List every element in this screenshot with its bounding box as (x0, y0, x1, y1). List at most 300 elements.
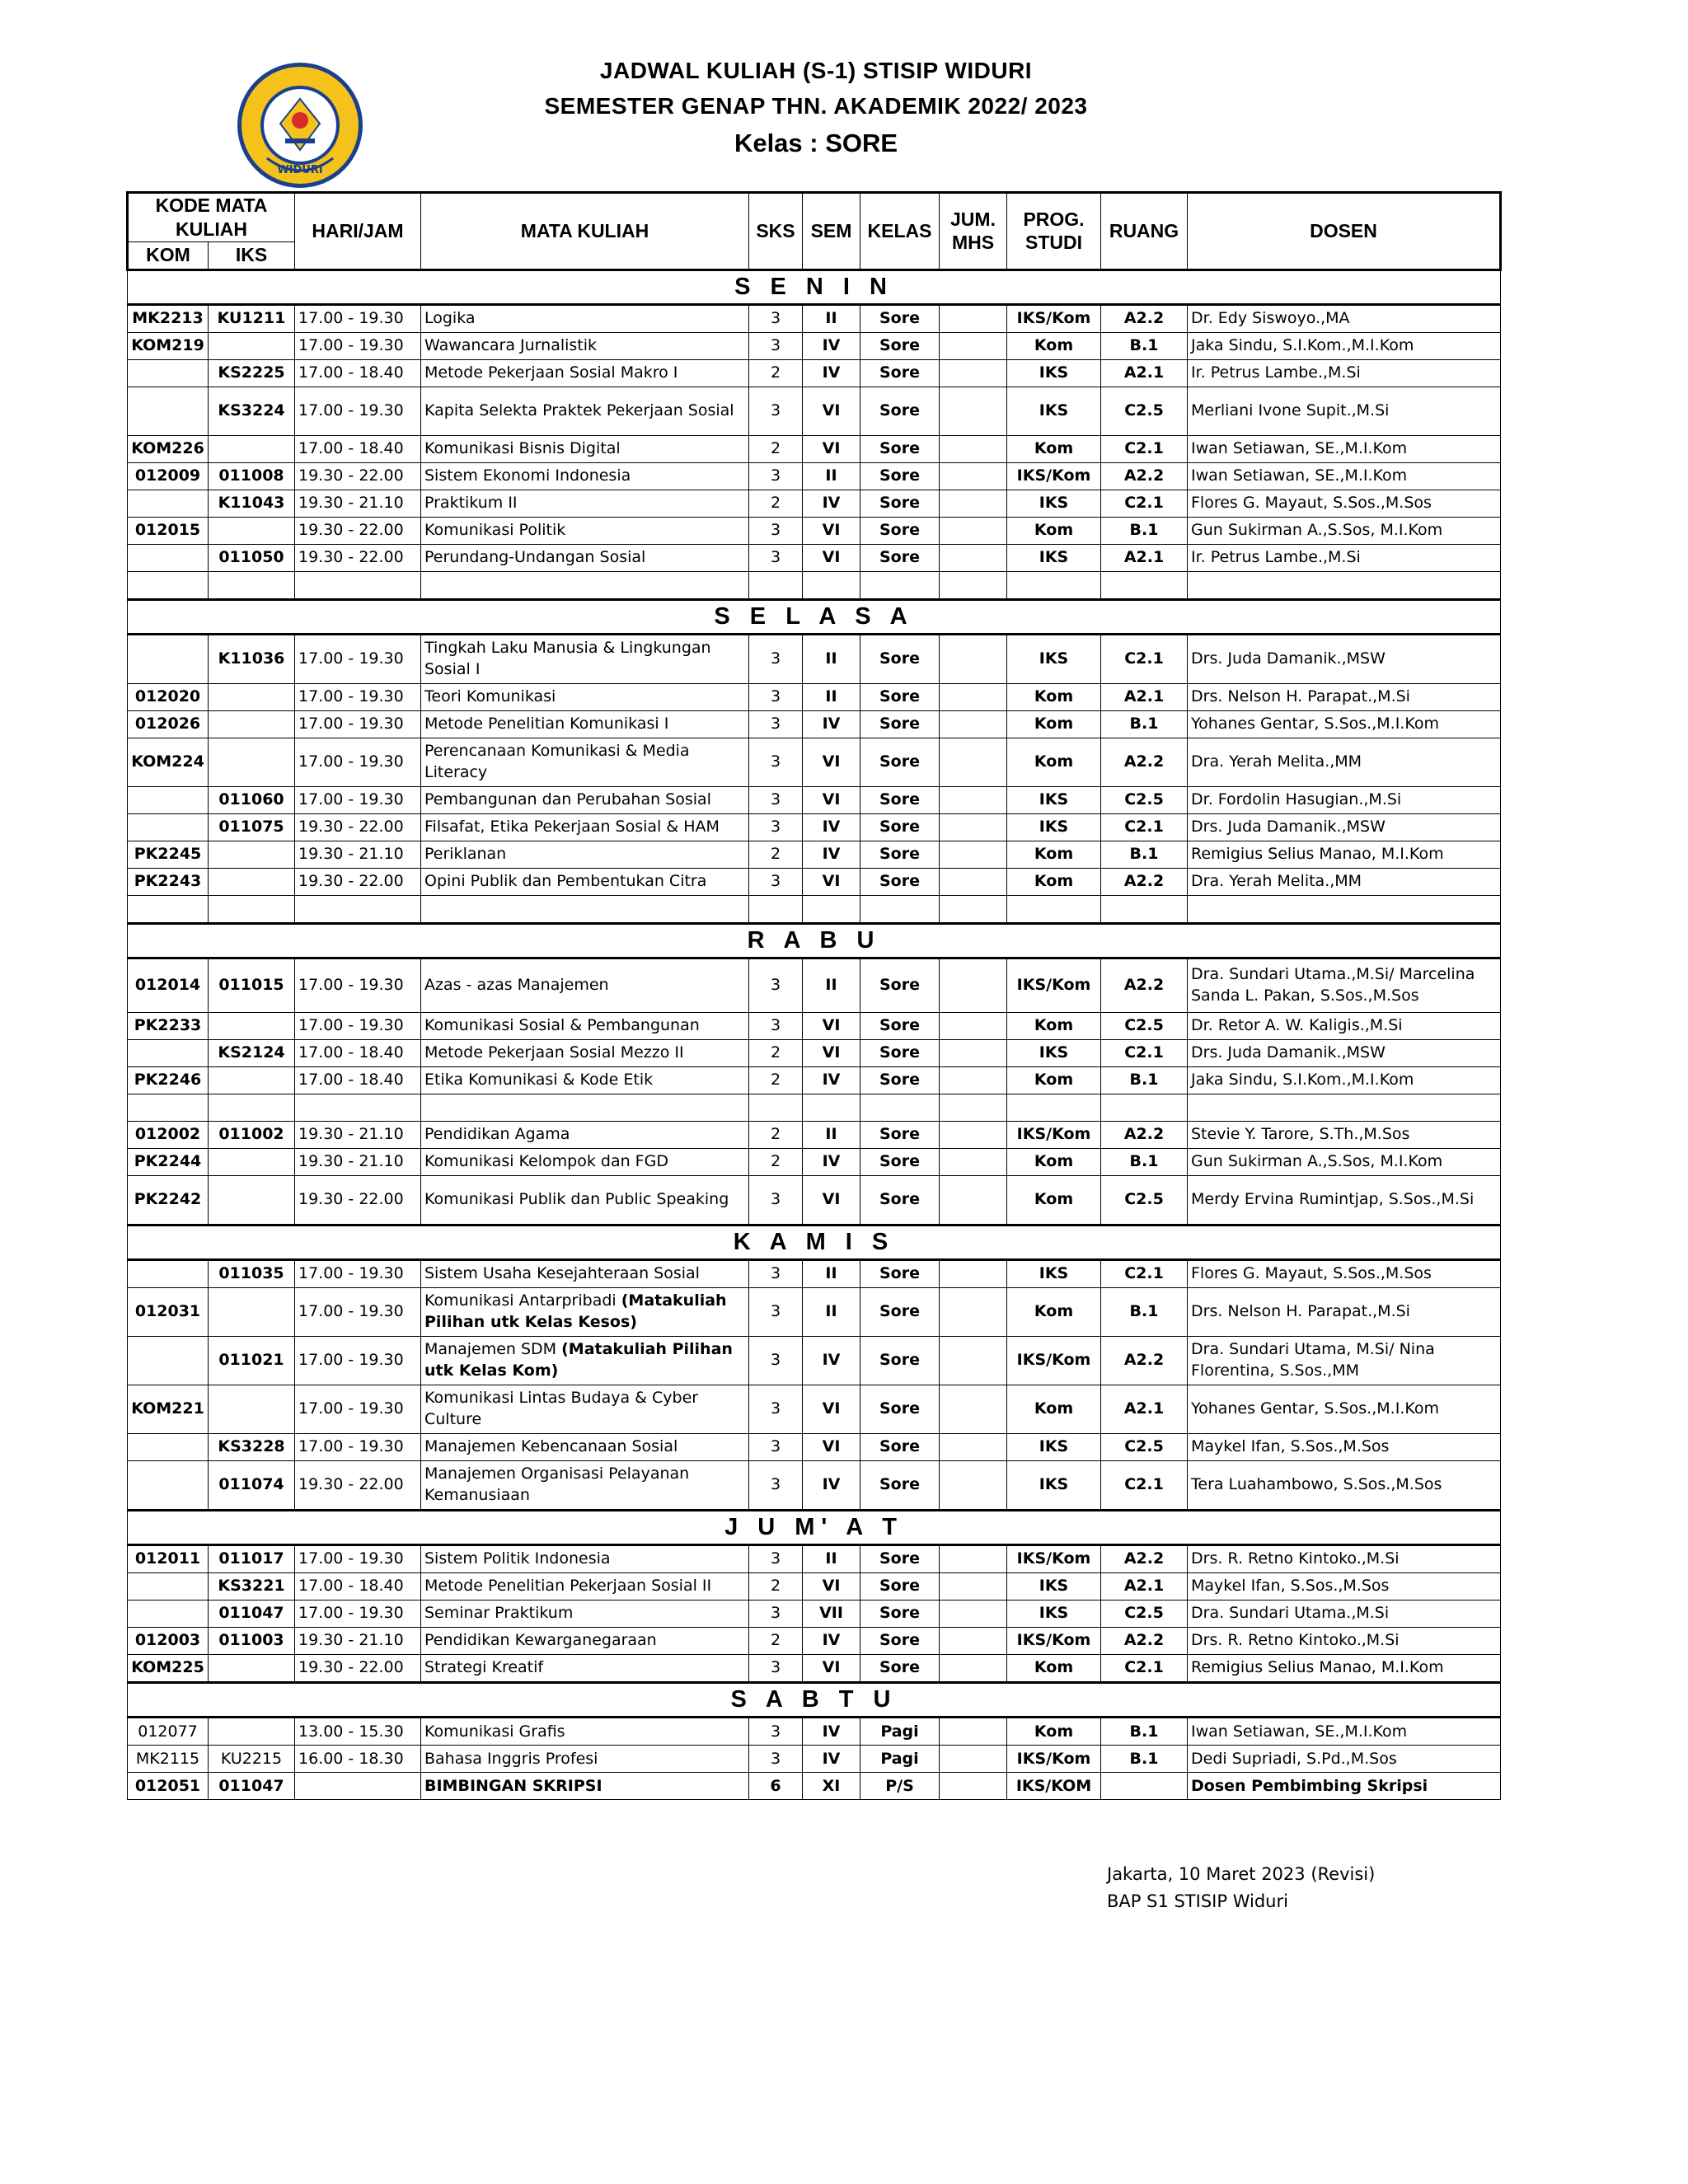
prog-studi-cell: Kom (1007, 738, 1101, 786)
sem-cell: II (803, 462, 860, 490)
code-kom-cell (128, 1573, 209, 1601)
sem-cell: VI (803, 544, 860, 571)
table-row (128, 634, 1501, 683)
mata-kuliah-cell (421, 1094, 749, 1121)
ruang-cell: C2.1 (1101, 490, 1188, 517)
dosen-cell: Dra. Sundari Utama.,M.Si/ Marcelina Sanda L. Pakan, S.Sos.,M.Sos (1188, 958, 1501, 1012)
prog-studi-cell (1007, 1094, 1101, 1121)
ruang-cell: C2.5 (1101, 1434, 1188, 1461)
jum-mhs-cell (940, 435, 1007, 462)
code-kom-cell: 012020 (128, 683, 209, 710)
table-row (128, 958, 1501, 1012)
sem-cell: VII (803, 1601, 860, 1628)
prog-studi-cell: IKS (1007, 1461, 1101, 1511)
dosen-cell: Drs. R. Retno Kintoko.,M.Si (1188, 1628, 1501, 1655)
prog-studi-cell: IKS (1007, 490, 1101, 517)
kelas-cell: Sore (860, 1545, 940, 1573)
dosen-cell: Maykel Ifan, S.Sos.,M.Sos (1188, 1434, 1501, 1461)
mata-kuliah-cell: Bahasa Inggris Profesi (421, 1746, 749, 1773)
sem-cell: VI (803, 1573, 860, 1601)
code-iks-cell (209, 738, 295, 786)
kelas-cell: Sore (860, 359, 940, 387)
header-jum-mhs: JUM. MHS (940, 193, 1007, 270)
mata-kuliah-cell: Strategi Kreatif (421, 1655, 749, 1683)
code-iks-cell (209, 1094, 295, 1121)
code-kom-cell: PK2245 (128, 841, 209, 868)
header-sks: SKS (749, 193, 803, 270)
mata-kuliah-cell: Manajemen Kebencanaan Sosial (421, 1434, 749, 1461)
dosen-cell: Dra. Yerah Melita.,MM (1188, 738, 1501, 786)
sem-cell: VI (803, 387, 860, 435)
hari-jam-cell: 19.30 - 21.10 (295, 841, 421, 868)
code-kom-cell: PK2243 (128, 868, 209, 895)
mata-kuliah-cell: Komunikasi Lintas Budaya & Cyber Culture (421, 1385, 749, 1434)
kelas-cell: Sore (860, 1012, 940, 1039)
hari-jam-cell: 17.00 - 19.30 (295, 1012, 421, 1039)
mata-kuliah-cell: Komunikasi Bisnis Digital (421, 435, 749, 462)
mata-kuliah-cell: Komunikasi Grafis (421, 1718, 749, 1746)
jum-mhs-cell (940, 958, 1007, 1012)
table-row (128, 1039, 1501, 1066)
sem-cell: IV (803, 1461, 860, 1511)
kelas-cell: Sore (860, 1121, 940, 1148)
code-kom-cell: KOM221 (128, 1385, 209, 1434)
hari-jam-cell: 17.00 - 19.30 (295, 710, 421, 738)
mata-kuliah-cell: BIMBINGAN SKRIPSI (421, 1773, 749, 1800)
sem-cell: IV (803, 1148, 860, 1175)
kelas-cell: Sore (860, 868, 940, 895)
kelas-cell: Sore (860, 490, 940, 517)
hari-jam-cell: 17.00 - 19.30 (295, 1545, 421, 1573)
kelas-cell: Sore (860, 462, 940, 490)
ruang-cell: B.1 (1101, 517, 1188, 544)
code-iks-cell (209, 1148, 295, 1175)
dosen-cell: Dra. Sundari Utama, M.Si/ Nina Florentina, S.Sos.,MM (1188, 1337, 1501, 1385)
dosen-cell: Drs. Juda Damanik.,MSW (1188, 634, 1501, 683)
sem-cell: IV (803, 1718, 860, 1746)
hari-jam-cell: 17.00 - 19.30 (295, 958, 421, 1012)
code-iks-cell: KS2124 (209, 1039, 295, 1066)
hari-jam-cell: 19.30 - 21.10 (295, 1628, 421, 1655)
mata-kuliah-cell: Metode Penelitian Komunikasi I (421, 710, 749, 738)
table-row (128, 868, 1501, 895)
table-row (128, 332, 1501, 359)
code-kom-cell (128, 1461, 209, 1511)
code-iks-cell (209, 841, 295, 868)
kelas-cell: Sore (860, 958, 940, 1012)
code-iks-cell (209, 710, 295, 738)
sem-cell: II (803, 683, 860, 710)
hari-jam-cell: 13.00 - 15.30 (295, 1718, 421, 1746)
sks-cell: 3 (749, 517, 803, 544)
mata-kuliah-cell: Metode Pekerjaan Sosial Makro I (421, 359, 749, 387)
sks-cell (749, 895, 803, 923)
dosen-cell: Yohanes Gentar, S.Sos.,M.I.Kom (1188, 710, 1501, 738)
kelas-cell: Sore (860, 1066, 940, 1094)
signature-date: Jakarta, 10 Maret 2023 (Revisi) (1107, 1864, 1376, 1884)
code-iks-cell (209, 1655, 295, 1683)
code-iks-cell (209, 571, 295, 599)
dosen-cell: Gun Sukirman A.,S.Sos, M.I.Kom (1188, 1148, 1501, 1175)
code-kom-cell (128, 813, 209, 841)
jum-mhs-cell (940, 1175, 1007, 1225)
kelas-cell: Pagi (860, 1718, 940, 1746)
code-iks-cell: 011050 (209, 544, 295, 571)
code-iks-cell (209, 1718, 295, 1746)
table-row (128, 1545, 1501, 1573)
sem-cell: VI (803, 1012, 860, 1039)
jum-mhs-cell (940, 544, 1007, 571)
ruang-cell: C2.1 (1101, 634, 1188, 683)
dosen-cell: Dr. Fordolin Hasugian.,M.Si (1188, 786, 1501, 813)
dosen-cell: Dedi Supriadi, S.Pd.,M.Sos (1188, 1746, 1501, 1773)
day-header-row (128, 1683, 1501, 1718)
sks-cell: 2 (749, 435, 803, 462)
mata-kuliah-cell: Manajemen Organisasi Pelayanan Kemanusiaan (421, 1461, 749, 1511)
mata-kuliah-cell: Pembangunan dan Perubahan Sosial (421, 786, 749, 813)
code-kom-cell: 012051 (128, 1773, 209, 1800)
day-header-row (128, 1225, 1501, 1259)
code-iks-cell: KU2215 (209, 1746, 295, 1773)
hari-jam-cell: 17.00 - 19.30 (295, 1434, 421, 1461)
dosen-cell: Merdy Ervina Rumintjap, S.Sos.,M.Si (1188, 1175, 1501, 1225)
table-row (128, 1012, 1501, 1039)
dosen-cell: Ir. Petrus Lambe.,M.Si (1188, 359, 1501, 387)
table-row (128, 738, 1501, 786)
class-subtitle: Kelas : SORE (734, 129, 898, 157)
sem-cell: IV (803, 1066, 860, 1094)
code-iks-cell: 011035 (209, 1260, 295, 1288)
svg-text:WIDURI: WIDURI (277, 164, 323, 176)
prog-studi-cell: Kom (1007, 1718, 1101, 1746)
mata-kuliah-cell: Komunikasi Sosial & Pembangunan (421, 1012, 749, 1039)
prog-studi-cell: Kom (1007, 435, 1101, 462)
jum-mhs-cell (940, 517, 1007, 544)
sem-cell: VI (803, 1434, 860, 1461)
kelas-cell: Sore (860, 1601, 940, 1628)
sks-cell: 2 (749, 1148, 803, 1175)
hari-jam-cell: 17.00 - 19.30 (295, 786, 421, 813)
ruang-cell: C2.1 (1101, 1461, 1188, 1511)
kelas-cell: Sore (860, 517, 940, 544)
schedule-table (126, 191, 1502, 1800)
prog-studi-cell: IKS (1007, 544, 1101, 571)
sem-cell: IV (803, 359, 860, 387)
ruang-cell: B.1 (1101, 841, 1188, 868)
sks-cell: 3 (749, 634, 803, 683)
jum-mhs-cell (940, 813, 1007, 841)
ruang-cell: B.1 (1101, 1148, 1188, 1175)
sks-cell: 3 (749, 1337, 803, 1385)
mata-kuliah-cell: Tingkah Laku Manusia & Lingkungan Sosial I (421, 634, 749, 683)
kelas-cell: Sore (860, 1655, 940, 1683)
hari-jam-cell: 17.00 - 19.30 (295, 387, 421, 435)
code-kom-cell: KOM224 (128, 738, 209, 786)
sks-cell: 2 (749, 1121, 803, 1148)
code-iks-cell: KS2225 (209, 359, 295, 387)
sks-cell (749, 571, 803, 599)
kelas-cell: Sore (860, 1337, 940, 1385)
sks-cell: 3 (749, 544, 803, 571)
header-kode-mata-kuliah: KODE MATA KULIAH (128, 193, 295, 242)
sks-cell: 3 (749, 1288, 803, 1337)
table-row (128, 304, 1501, 332)
code-kom-cell: MK2213 (128, 304, 209, 332)
mata-kuliah-cell: Opini Publik dan Pembentukan Citra (421, 868, 749, 895)
jum-mhs-cell (940, 571, 1007, 599)
code-kom-cell (128, 786, 209, 813)
hari-jam-cell (295, 1094, 421, 1121)
prog-studi-cell: IKS (1007, 634, 1101, 683)
jum-mhs-cell (940, 1655, 1007, 1683)
mata-kuliah-cell: Sistem Ekonomi Indonesia (421, 462, 749, 490)
code-iks-cell: 011017 (209, 1545, 295, 1573)
table-row (128, 1718, 1501, 1746)
code-kom-cell: 012011 (128, 1545, 209, 1573)
code-iks-cell: 011060 (209, 786, 295, 813)
code-kom-cell: KOM219 (128, 332, 209, 359)
code-iks-cell (209, 1175, 295, 1225)
day-name: K A M I S (128, 1225, 1501, 1259)
sks-cell: 3 (749, 462, 803, 490)
table-row (128, 1461, 1501, 1511)
dosen-cell: Remigius Selius Manao, M.I.Kom (1188, 1655, 1501, 1683)
code-iks-cell: 011015 (209, 958, 295, 1012)
table-row (128, 895, 1501, 923)
sem-cell (803, 895, 860, 923)
code-iks-cell (209, 1288, 295, 1337)
sks-cell: 3 (749, 1461, 803, 1511)
dosen-cell (1188, 1094, 1501, 1121)
jum-mhs-cell (940, 710, 1007, 738)
mata-kuliah-text: Komunikasi Antarpribadi (424, 1291, 617, 1310)
table-row (128, 841, 1501, 868)
hari-jam-cell: 19.30 - 22.00 (295, 1461, 421, 1511)
jum-mhs-cell (940, 1746, 1007, 1773)
kelas-cell: Sore (860, 1628, 940, 1655)
sks-cell: 3 (749, 813, 803, 841)
sks-cell: 3 (749, 387, 803, 435)
hari-jam-cell: 19.30 - 21.10 (295, 490, 421, 517)
hari-jam-cell (295, 1773, 421, 1800)
ruang-cell: C2.5 (1101, 387, 1188, 435)
dosen-cell: Drs. Juda Damanik.,MSW (1188, 813, 1501, 841)
code-iks-cell: KS3228 (209, 1434, 295, 1461)
hari-jam-cell: 17.00 - 19.30 (295, 332, 421, 359)
ruang-cell: A2.2 (1101, 738, 1188, 786)
code-kom-cell (128, 1260, 209, 1288)
prog-studi-cell: Kom (1007, 841, 1101, 868)
table-row (128, 1337, 1501, 1385)
ruang-cell: A2.1 (1101, 1573, 1188, 1601)
ruang-cell: C2.1 (1101, 1655, 1188, 1683)
dosen-cell: Dosen Pembimbing Skripsi (1188, 1773, 1501, 1800)
mata-kuliah-cell: Metode Pekerjaan Sosial Mezzo II (421, 1039, 749, 1066)
sem-cell: II (803, 958, 860, 1012)
hari-jam-cell: 17.00 - 19.30 (295, 1601, 421, 1628)
hari-jam-cell: 17.00 - 18.40 (295, 359, 421, 387)
kelas-cell: Sore (860, 1175, 940, 1225)
dosen-cell: Jaka Sindu, S.I.Kom.,M.I.Kom (1188, 1066, 1501, 1094)
sem-cell: VI (803, 738, 860, 786)
ruang-cell: C2.5 (1101, 1012, 1188, 1039)
dosen-cell: Drs. Nelson H. Parapat.,M.Si (1188, 683, 1501, 710)
prog-studi-cell: Kom (1007, 1066, 1101, 1094)
ruang-cell: C2.1 (1101, 1260, 1188, 1288)
kelas-cell (860, 1094, 940, 1121)
sks-cell: 3 (749, 1385, 803, 1434)
prog-studi-cell: IKS/Kom (1007, 1121, 1101, 1148)
dosen-cell (1188, 895, 1501, 923)
hari-jam-cell: 19.30 - 22.00 (295, 813, 421, 841)
hari-jam-cell: 19.30 - 22.00 (295, 868, 421, 895)
day-name: S E N I N (128, 269, 1501, 304)
hari-jam-cell: 19.30 - 22.00 (295, 462, 421, 490)
prog-studi-cell: IKS (1007, 387, 1101, 435)
prog-studi-cell: Kom (1007, 332, 1101, 359)
code-iks-cell (209, 1385, 295, 1434)
prog-studi-cell: IKS (1007, 1434, 1101, 1461)
sks-cell: 2 (749, 841, 803, 868)
header-iks: IKS (209, 241, 295, 269)
ruang-cell: C2.1 (1101, 813, 1188, 841)
ruang-cell (1101, 895, 1188, 923)
prog-studi-cell: Kom (1007, 1175, 1101, 1225)
mata-kuliah-cell: Kapita Selekta Praktek Pekerjaan Sosial (421, 387, 749, 435)
hari-jam-cell: 17.00 - 19.30 (295, 1288, 421, 1337)
code-kom-cell: 012077 (128, 1718, 209, 1746)
prog-studi-cell: IKS/Kom (1007, 958, 1101, 1012)
ruang-cell: A2.2 (1101, 462, 1188, 490)
ruang-cell (1101, 1094, 1188, 1121)
sks-cell: 2 (749, 1573, 803, 1601)
jum-mhs-cell (940, 1066, 1007, 1094)
hari-jam-cell: 16.00 - 18.30 (295, 1746, 421, 1773)
hari-jam-cell: 17.00 - 19.30 (295, 634, 421, 683)
header-kom: KOM (128, 241, 209, 269)
code-kom-cell (128, 1094, 209, 1121)
code-iks-cell (209, 868, 295, 895)
sem-cell: IV (803, 1628, 860, 1655)
ruang-cell: A2.2 (1101, 1628, 1188, 1655)
table-row (128, 1434, 1501, 1461)
table-row (128, 1175, 1501, 1225)
sks-cell: 3 (749, 868, 803, 895)
table-row (128, 1288, 1501, 1337)
code-kom-cell (128, 544, 209, 571)
mata-kuliah-cell: Logika (421, 304, 749, 332)
prog-studi-cell: IKS/Kom (1007, 1628, 1101, 1655)
prog-studi-cell: IKS/Kom (1007, 1746, 1101, 1773)
hari-jam-cell: 19.30 - 22.00 (295, 517, 421, 544)
prog-studi-cell: Kom (1007, 517, 1101, 544)
sem-cell: VI (803, 868, 860, 895)
table-row (128, 1260, 1501, 1288)
dosen-cell: Flores G. Mayaut, S.Sos.,M.Sos (1188, 490, 1501, 517)
table-row (128, 571, 1501, 599)
jum-mhs-cell (940, 1337, 1007, 1385)
code-kom-cell (128, 1039, 209, 1066)
table-row (128, 710, 1501, 738)
ruang-cell: C2.5 (1101, 786, 1188, 813)
kelas-cell: Sore (860, 813, 940, 841)
ruang-cell: A2.2 (1101, 304, 1188, 332)
table-row (128, 359, 1501, 387)
prog-studi-cell: IKS (1007, 813, 1101, 841)
sem-cell: II (803, 1288, 860, 1337)
header-hari-jam: HARI/JAM (295, 193, 421, 270)
mata-kuliah-cell: Seminar Praktikum (421, 1601, 749, 1628)
hari-jam-cell (295, 895, 421, 923)
table-row (128, 435, 1501, 462)
code-iks-cell: 011074 (209, 1461, 295, 1511)
code-iks-cell: 011047 (209, 1601, 295, 1628)
prog-studi-cell: Kom (1007, 683, 1101, 710)
day-header-row (128, 599, 1501, 634)
dosen-cell: Drs. R. Retno Kintoko.,M.Si (1188, 1545, 1501, 1573)
jum-mhs-cell (940, 1039, 1007, 1066)
stisip-widuri-logo (234, 59, 366, 191)
code-iks-cell: KU1211 (209, 304, 295, 332)
code-iks-cell (209, 895, 295, 923)
code-iks-cell: 011008 (209, 462, 295, 490)
sem-cell: II (803, 634, 860, 683)
kelas-cell: Sore (860, 435, 940, 462)
jum-mhs-cell (940, 1601, 1007, 1628)
table-row (128, 1601, 1501, 1628)
prog-studi-cell: Kom (1007, 710, 1101, 738)
ruang-cell: A2.2 (1101, 868, 1188, 895)
mata-kuliah-cell: Periklanan (421, 841, 749, 868)
jum-mhs-cell (940, 634, 1007, 683)
ruang-cell: A2.2 (1101, 958, 1188, 1012)
code-iks-cell: 011047 (209, 1773, 295, 1800)
table-row (128, 1148, 1501, 1175)
jum-mhs-cell (940, 304, 1007, 332)
sem-cell: IV (803, 1746, 860, 1773)
sks-cell: 2 (749, 1066, 803, 1094)
jum-mhs-cell (940, 841, 1007, 868)
mata-kuliah-cell: Komunikasi Kelompok dan FGD (421, 1148, 749, 1175)
dosen-cell: Merliani Ivone Supit.,M.Si (1188, 387, 1501, 435)
mata-kuliah-cell: Metode Penelitian Pekerjaan Sosial II (421, 1573, 749, 1601)
header-kelas: KELAS (860, 193, 940, 270)
code-iks-cell (209, 435, 295, 462)
jum-mhs-cell (940, 490, 1007, 517)
sem-cell: II (803, 1260, 860, 1288)
code-iks-cell (209, 1066, 295, 1094)
hari-jam-cell: 17.00 - 19.30 (295, 683, 421, 710)
dosen-cell: Maykel Ifan, S.Sos.,M.Sos (1188, 1573, 1501, 1601)
mata-kuliah-cell: Filsafat, Etika Pekerjaan Sosial & HAM (421, 813, 749, 841)
prog-studi-cell (1007, 895, 1101, 923)
mata-kuliah-cell: Praktikum II (421, 490, 749, 517)
sem-cell (803, 1094, 860, 1121)
code-kom-cell (128, 1601, 209, 1628)
jum-mhs-cell (940, 1545, 1007, 1573)
code-kom-cell (128, 895, 209, 923)
dosen-cell: Dra. Sundari Utama.,M.Si (1188, 1601, 1501, 1628)
sks-cell: 3 (749, 1601, 803, 1628)
mata-kuliah-cell: Sistem Usaha Kesejahteraan Sosial (421, 1260, 749, 1288)
code-kom-cell (128, 1434, 209, 1461)
code-iks-cell: 011021 (209, 1337, 295, 1385)
code-kom-cell (128, 359, 209, 387)
code-iks-cell: 011003 (209, 1628, 295, 1655)
jum-mhs-cell (940, 1385, 1007, 1434)
prog-studi-cell: IKS (1007, 1573, 1101, 1601)
sem-cell: II (803, 304, 860, 332)
